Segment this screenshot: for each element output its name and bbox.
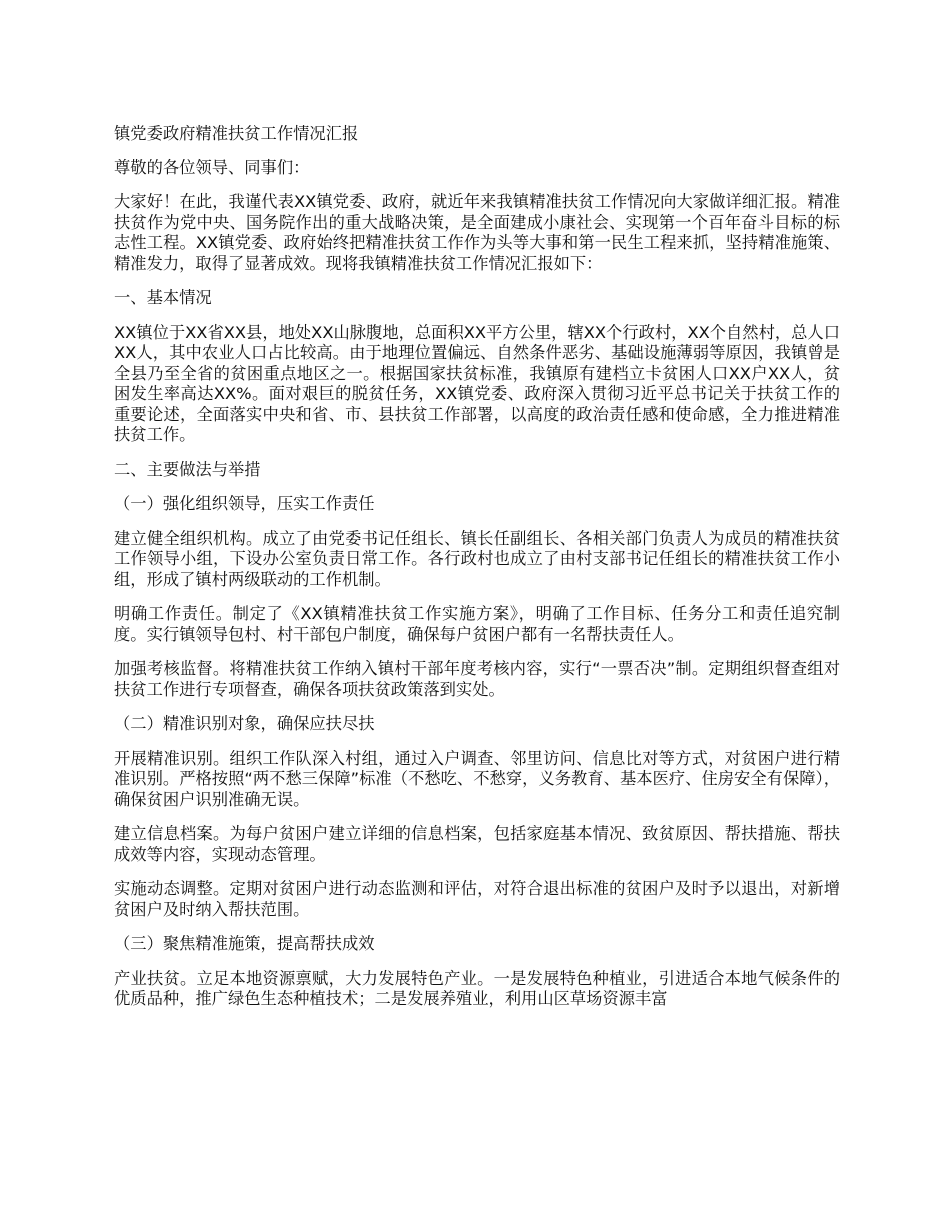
identification-paragraph-3: 实施动态调整。定期对贫困户进行动态监测和评估，对符合退出标准的贫困户及时予以退出，对新增贫困户及时纳入帮扶范围。 <box>114 879 840 919</box>
document-page <box>114 124 840 1010</box>
subsection-heading-identification: （二）精准识别对象，确保应扶尽扶 <box>114 714 375 733</box>
greeting: 尊敬的各位领导、同事们： <box>114 157 310 177</box>
document-title: 镇党委政府精准扶贫工作情况汇报 <box>114 124 359 143</box>
section-heading-main-measures: 二、主要做法与举措 <box>114 459 261 479</box>
identification-paragraph-2: 建立信息档案。为每户贫困户建立详细的信息档案，包括家庭基本情况、致贫原因、帮扶措施、帮扶成效等内容，实现动态管理。 <box>114 824 840 864</box>
intro-paragraph: 大家好！在此，我谨代表XX镇党委、政府，就近年来我镇精准扶贫工作情况向大家做详细汇报。精准扶贫作为党中央、国务院作出的重大战略决策，是全面建成小康社会、实现第一个百年奋斗目标的标志性工程。XX镇党委、政府始终把精准扶贫工作作为头等大事和第一民生工程来抓，坚持精准施策、精准发力，取得了显著成效。现将我镇精准扶贫工作情况汇报如下： <box>114 192 840 273</box>
basic-situation-paragraph: XX镇位于XX省XX县，地处XX山脉腹地，总面积XX平方公里，辖XX个行政村，XX个自然村，总人口XX人，其中农业人口占比较高。由于地理位置偏远、自然条件恶劣、基础设施薄弱等原因，我镇曾是全县乃至全省的贫困重点地区之一。根据国家扶贫标准，我镇原有建档立卡贫困人口XX户XX人，贫困发生率高达XX%。面对艰巨的脱贫任务，XX镇党委、政府深入贯彻习近平总书记关于扶贫工作的重要论述，全面落实中央和省、市、县扶贫工作部署，以高度的政治责任感和使命感，全力推进精准扶贫工作。 <box>114 322 840 444</box>
subsection-heading-organization: （一）强化组织领导，压实工作责任 <box>114 494 375 513</box>
measures-paragraph-1: 产业扶贫。立足本地资源禀赋，大力发展特色产业。一是发展特色种植业，引进适合本地气候条件的优质品种，推广绿色生态种植技术；二是发展养殖业，利用山区草场资源丰富 <box>114 968 840 1008</box>
organization-paragraph-2: 明确工作责任。制定了《XX镇精准扶贫工作实施方案》，明确了工作目标、任务分工和责任追究制度。实行镇领导包村、村干部包户制度，确保每户贫困户都有一名帮扶责任人。 <box>114 604 840 644</box>
section-heading-basic-situation: 一、基本情况 <box>114 288 212 307</box>
identification-paragraph-1: 开展精准识别。组织工作队深入村组，通过入户调查、邻里访问、信息比对等方式，对贫困户进行精准识别。严格按照“两不愁三保障”标准（不愁吃、不愁穿，义务教育、基本医疗、住房安全有保障），确保贫困户识别准确无误。 <box>114 748 840 809</box>
organization-paragraph-1: 建立健全组织机构。成立了由党委书记任组长、镇长任副组长、各相关部门负责人为成员的精准扶贫工作领导小组，下设办公室负责日常工作。各行政村也成立了由村支部书记任组长的精准扶贫工作小组，形成了镇村两级联动的工作机制。 <box>114 528 840 589</box>
subsection-heading-measures: （三）聚焦精准施策，提高帮扶成效 <box>114 934 375 953</box>
organization-paragraph-3: 加强考核监督。将精准扶贫工作纳入镇村干部年度考核内容，实行“一票否决”制。定期组织督查组对扶贫工作进行专项督查，确保各项扶贫政策落到实处。 <box>114 659 840 699</box>
